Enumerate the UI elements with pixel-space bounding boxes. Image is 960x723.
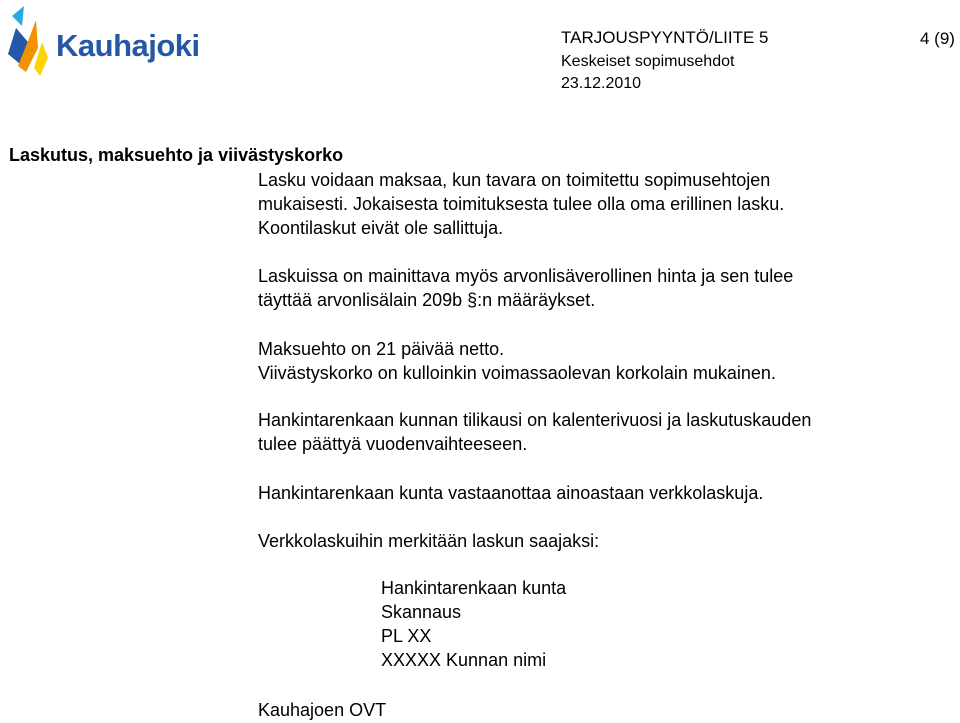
address-line: Hankintarenkaan kunta	[381, 578, 567, 598]
text-line: Hankintarenkaan kunnan tilikausi on kalenterivuosi ja laskutuskauden	[258, 410, 812, 430]
logo-text: Kauhajoki	[56, 28, 200, 63]
section-title: Laskutus, maksuehto ja viivästyskorko	[9, 145, 344, 165]
ovt-label: Kauhajoen OVT	[258, 700, 387, 720]
paragraph-recipient: Verkkolaskuihin merkitään laskun saajaksi:	[258, 531, 600, 551]
text-line: Viivästyskorko on kulloinkin voimassaolevan korkolain mukainen.	[258, 363, 776, 383]
text-line: Laskuissa on mainittava myös arvonlisäverollinen hinta ja sen tulee	[258, 266, 794, 286]
recipient-address	[381, 576, 566, 672]
address-line: Skannaus	[381, 602, 462, 622]
text-line: Maksuehto on 21 päivää netto.	[258, 339, 505, 359]
paragraph-payment-terms	[258, 337, 776, 385]
paragraph-invoice	[258, 168, 784, 240]
paragraph-vat	[258, 264, 793, 312]
page-number: 4 (9)	[920, 29, 955, 48]
kauhajoki-logo	[4, 2, 244, 80]
text-line: Lasku voidaan maksaa, kun tavara on toimitettu sopimusehtojen	[258, 170, 771, 190]
address-line: XXXXX Kunnan nimi	[381, 650, 547, 670]
document-date: 23.12.2010	[561, 75, 642, 92]
flame-icon	[4, 2, 56, 80]
paragraph-e-invoice: Hankintarenkaan kunta vastaanottaa ainoastaan verkkolaskuja.	[258, 483, 764, 503]
paragraph-fiscal-year	[258, 408, 811, 456]
text-line: tulee päättyä vuodenvaihteeseen.	[258, 434, 528, 454]
text-line: Koontilaskut eivät ole sallittuja.	[258, 218, 504, 238]
address-line: PL XX	[381, 626, 432, 646]
document-title: TARJOUSPYYNTÖ/LIITE 5	[561, 28, 769, 47]
text-line: mukaisesti. Jokaisesta toimituksesta tulee olla oma erillinen lasku.	[258, 194, 785, 214]
document-subtitle: Keskeiset sopimusehdot	[561, 53, 735, 70]
text-line: täyttää arvonlisälain 209b §:n määräykset.	[258, 290, 596, 310]
